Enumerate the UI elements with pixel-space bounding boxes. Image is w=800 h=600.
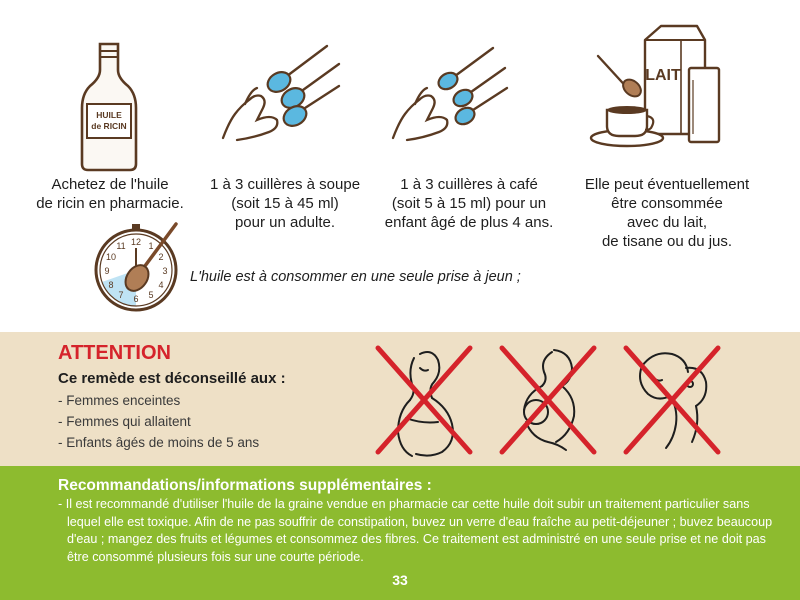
clock-number-7: 7 (118, 290, 124, 300)
clock-number-9: 9 (104, 266, 110, 276)
fasting-note: L'huile est à consommer en une seule prise à jeun ; (190, 269, 521, 285)
bottle-label-line2: de RICIN (91, 121, 127, 131)
caption-child-dose (374, 175, 564, 232)
attention-title: ATTENTION (58, 342, 171, 364)
clock-number-10: 10 (105, 252, 117, 262)
page-number: 33 (392, 572, 408, 588)
recommendations-body (58, 496, 778, 566)
oil-bottle-icon (78, 42, 140, 172)
list-item: - Femmes enceintes (58, 393, 181, 408)
caption-line: (soit 15 à 45 ml) (231, 195, 339, 212)
clock-number-1: 1 (148, 241, 154, 251)
child-crossed-icon (620, 338, 724, 460)
caption-line: enfant âgé de plus 4 ans. (384, 214, 554, 231)
caption-line: de tisane ou du jus. (601, 233, 733, 250)
attention-subtitle: Ce remède est déconseillé aux : (58, 370, 286, 387)
caption-line: 1 à 3 cuillères à café (400, 176, 538, 193)
recommendations-paragraph: - Il est recommandé d'utiliser l'huile de la graine vendue en pharmacie car cette huile doit subir un traitement particulier sans lequel elle est toxique. Afin de ne pas souffrir de constipation, buvez un verre d'eau fraîche au petit-déjeuner ; buvez beaucoup d'eau ; mangez des fruits et légumes et consommez des fibres. Ce traitement est administré en une seule prise et ne doit pas être consommé plusieurs fois sur une courte période. (58, 497, 773, 564)
clock-number-4: 4 (158, 280, 164, 290)
clock-number-6: 6 (133, 294, 139, 304)
caption-line: (soit 5 à 15 ml) pour un (391, 195, 547, 212)
recommendations-title: Recommandations/informations supplémentaires : (58, 477, 432, 494)
caption-line: avec du lait, (626, 214, 708, 231)
caption-line: Achetez de l'huile (51, 176, 169, 193)
clock-number-12: 12 (130, 237, 142, 247)
contraindication-list (58, 390, 259, 453)
caption-mix-drinks (572, 175, 762, 251)
caption-line: Elle peut éventuellement (584, 176, 750, 193)
caption-line: 1 à 3 cuillères à soupe (209, 176, 361, 193)
clock-number-2: 2 (158, 252, 164, 262)
breastfeeding-woman-crossed-icon (496, 338, 600, 460)
hand-teaspoons-icon (385, 40, 515, 145)
hand-tablespoons-icon (215, 40, 345, 145)
milk-cup-glass-icon (585, 22, 735, 152)
caption-buy-oil (20, 175, 200, 213)
caption-line: être consommée (611, 195, 723, 212)
list-item: - Femmes qui allaitent (58, 414, 191, 429)
clock-number-3: 3 (162, 266, 168, 276)
clock-number-8: 8 (108, 280, 114, 290)
pregnant-woman-crossed-icon (372, 338, 476, 460)
caption-line: pour un adulte. (234, 214, 336, 231)
clock-number-11: 11 (116, 241, 126, 251)
caption-adult-dose (195, 175, 375, 232)
clock-number-5: 5 (148, 290, 154, 300)
list-item: - Enfants âgés de moins de 5 ans (58, 435, 260, 450)
bottle-label-line1: HUILE (96, 110, 122, 120)
clock-spoon-icon (90, 218, 186, 314)
caption-line: de ricin en pharmacie. (36, 195, 184, 212)
carton-label: LAIT (645, 67, 681, 84)
